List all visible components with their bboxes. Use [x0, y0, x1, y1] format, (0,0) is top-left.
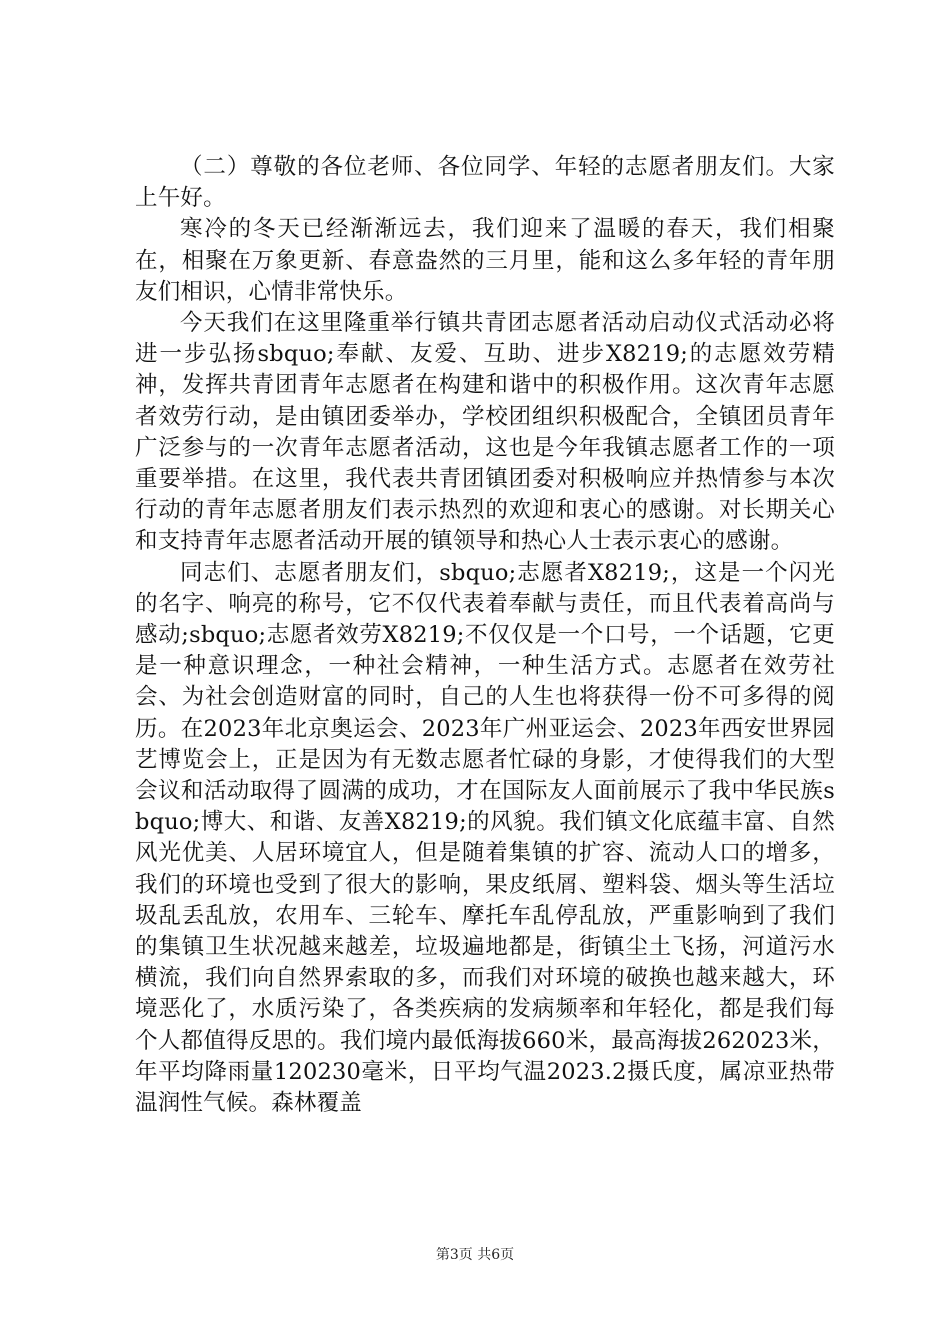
page-footer	[0, 1244, 950, 1264]
document-body	[135, 152, 835, 1119]
paragraph-spring: 寒冷的冬天已经渐渐远去，我们迎来了温暖的春天，我们相聚在，相聚在万象更新、春意盎然的三月里，能和这么多年轻的青年朋友们相识，心情非常快乐。	[135, 216, 835, 305]
paragraph-ceremony: 今天我们在这里隆重举行镇共青团志愿者活动启动仪式活动必将进一步弘扬sbquo;奉献、友爱、互助、进步X8219;的志愿效劳精神，发挥共青团青年志愿者在构建和谐中的积极作用。这次青年志愿者效劳行动，是由镇团委举办，学校团组织积极配合，全镇团员青年广泛参与的一次青年志愿者活动，这也是今年我镇志愿者工作的一项重要举措。在这里，我代表共青团镇团委对积极响应并热情参与本次行动的青年志愿者朋友们表示热烈的欢迎和衷心的感谢。对长期关心和支持青年志愿者活动开展的镇领导和热心人士表示衷心的感谢。	[135, 310, 835, 555]
page-number: 第3页 共6页	[435, 1247, 515, 1263]
paragraph-volunteers: 同志们、志愿者朋友们，sbquo;志愿者X8219;，这是一个闪光的名字、响亮的称号，它不仅代表着奉献与责任，而且代表着高尚与感动;sbquo;志愿者效劳X8219;不仅仅是一个口号，一个话题，它更是一种意识理念，一种社会精神，一种生活方式。志愿者在效劳社会、为社会创造财富的同时，自己的人生也将获得一份不可多得的阅历。在2023年北京奥运会、2023年广州亚运会、2023年西安世界园艺博览会上，正是因为有无数志愿者忙碌的身影，才使得我们的大型会议和活动取得了圆满的成功，才在国际友人面前展示了我中华民族sbquo;博大、和谐、友善X8219;的风貌。我们镇文化底蕴丰富、自然风光优美、人居环境宜人，但是随着集镇的扩容、流动人口的增多，我们的环境也受到了很大的影响，果皮纸屑、塑料袋、烟头等生活垃圾乱丢乱放，农用车、三轮车、摩托车乱停乱放，严重影响到了我们的集镇卫生状况越来越差，垃圾遍地都是，街镇尘土飞扬，河道污水横流，我们向自然界索取的多，而我们对环境的破换也越来越大，环境恶化了，水质污染了，各类疾病的发病频率和年轻化，都是我们每个人都值得反思的。我们境内最低海拔660米，最高海拔262023米，年平均降雨量120230毫米，日平均气温2023.2摄氏度，属凉亚热带温润性气候。森林覆盖	[135, 559, 835, 1117]
paragraph-greeting: （二）尊敬的各位老师、各位同学、年轻的志愿者朋友们。大家上午好。	[135, 154, 835, 212]
